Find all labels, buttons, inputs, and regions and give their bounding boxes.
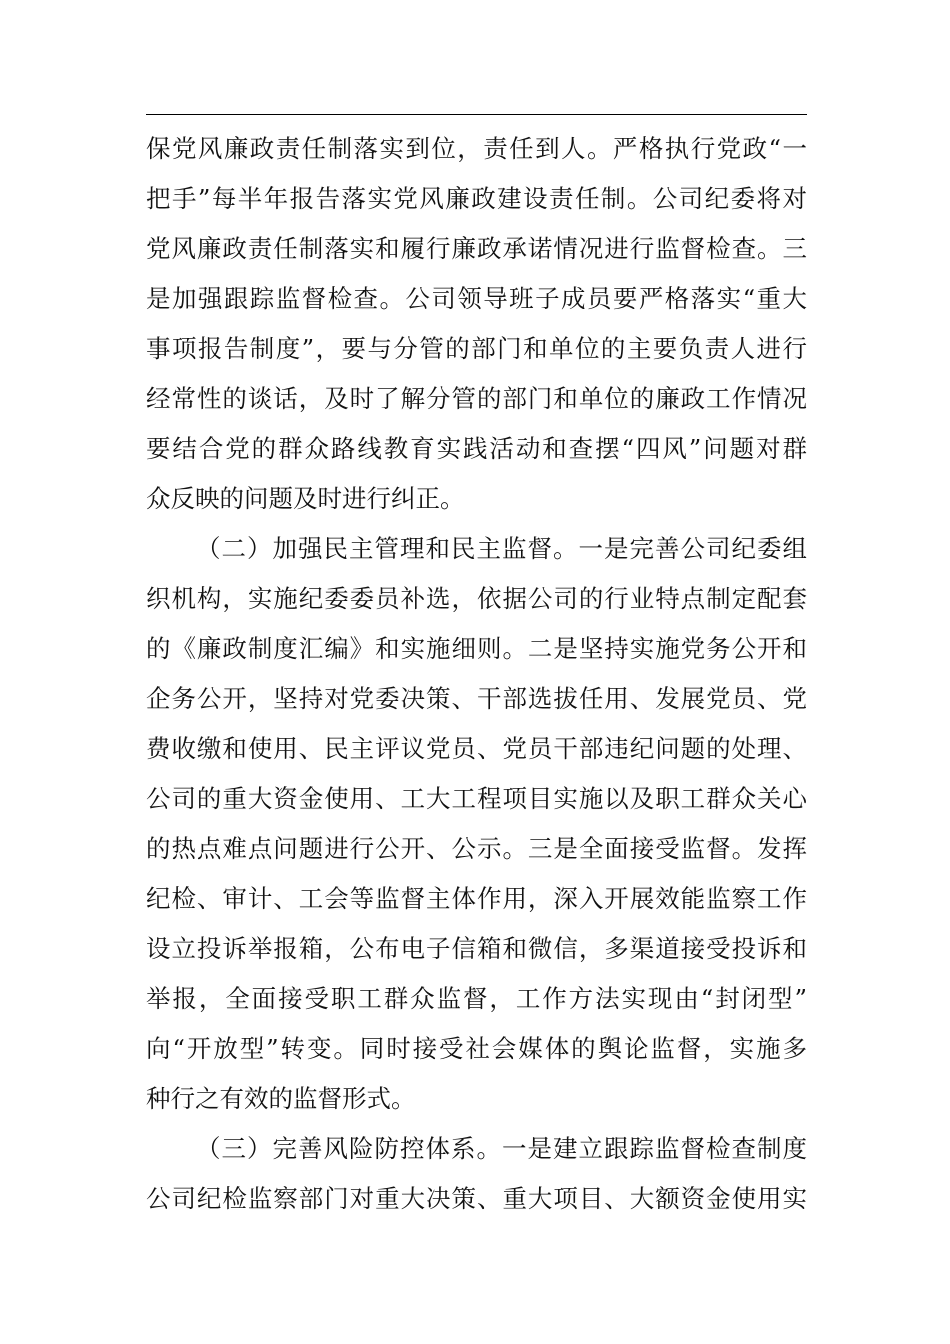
paragraph-3 (146, 1124, 807, 1224)
text-line: 向“开放型”转变。同时接受社会媒体的舆论监督，实施多 (146, 1034, 807, 1063)
section-heading-line: （二）加强民主管理和民主监督。一是完善公司纪委组 (196, 534, 807, 563)
text-line: 要结合党的群众路线教育实践活动和查摆“四风”问题对群 (146, 434, 807, 463)
paragraph-1 (146, 124, 807, 524)
text-line: 党风廉政责任制落实和履行廉政承诺情况进行监督检查。三 (146, 234, 807, 263)
text-line: 企务公开，坚持对党委决策、干部选拔任用、发展党员、党 (146, 684, 807, 713)
text-line: 织机构，实施纪委委员补选，依据公司的行业特点制定配套 (146, 584, 807, 613)
text-line: 经常性的谈话，及时了解分管的部门和单位的廉政工作情况 (146, 384, 807, 413)
text-line: 纪检、审计、工会等监督主体作用，深入开展效能监察工作 (146, 884, 807, 913)
text-line: 费收缴和使用、民主评议党员、党员干部违纪问题的处理、 (146, 734, 807, 763)
text-line: 设立投诉举报箱，公布电子信箱和微信，多渠道接受投诉和 (146, 934, 807, 963)
text-line: 把手”每半年报告落实党风廉政建设责任制。公司纪委将对 (146, 184, 807, 213)
document-body (146, 124, 807, 1224)
text-line: 众反映的问题及时进行纠正。 (146, 484, 465, 513)
text-line: 举报，全面接受职工群众监督，工作方法实现由“封闭型” (146, 984, 807, 1013)
text-line: 公司纪检监察部门对重大决策、重大项目、大额资金使用实 (146, 1184, 807, 1213)
text-line: 种行之有效的监督形式。 (146, 1084, 416, 1113)
text-line: 保党风廉政责任制落实到位，责任到人。严格执行党政“一 (146, 134, 807, 163)
text-line: 是加强跟踪监督检查。公司领导班子成员要严格落实“重大 (146, 284, 807, 313)
header-rule (146, 114, 807, 115)
text-line: 事项报告制度”，要与分管的部门和单位的主要负责人进行 (146, 334, 807, 363)
paragraph-2 (146, 524, 807, 1124)
section-heading-line: （三）完善风险防控体系。一是建立跟踪监督检查制度 (196, 1134, 807, 1163)
text-line: 的《廉政制度汇编》和实施细则。二是坚持实施党务公开和 (146, 634, 807, 663)
text-line: 的热点难点问题进行公开、公示。三是全面接受监督。发挥 (146, 834, 807, 863)
text-line: 公司的重大资金使用、工大工程项目实施以及职工群众关心 (146, 784, 807, 813)
